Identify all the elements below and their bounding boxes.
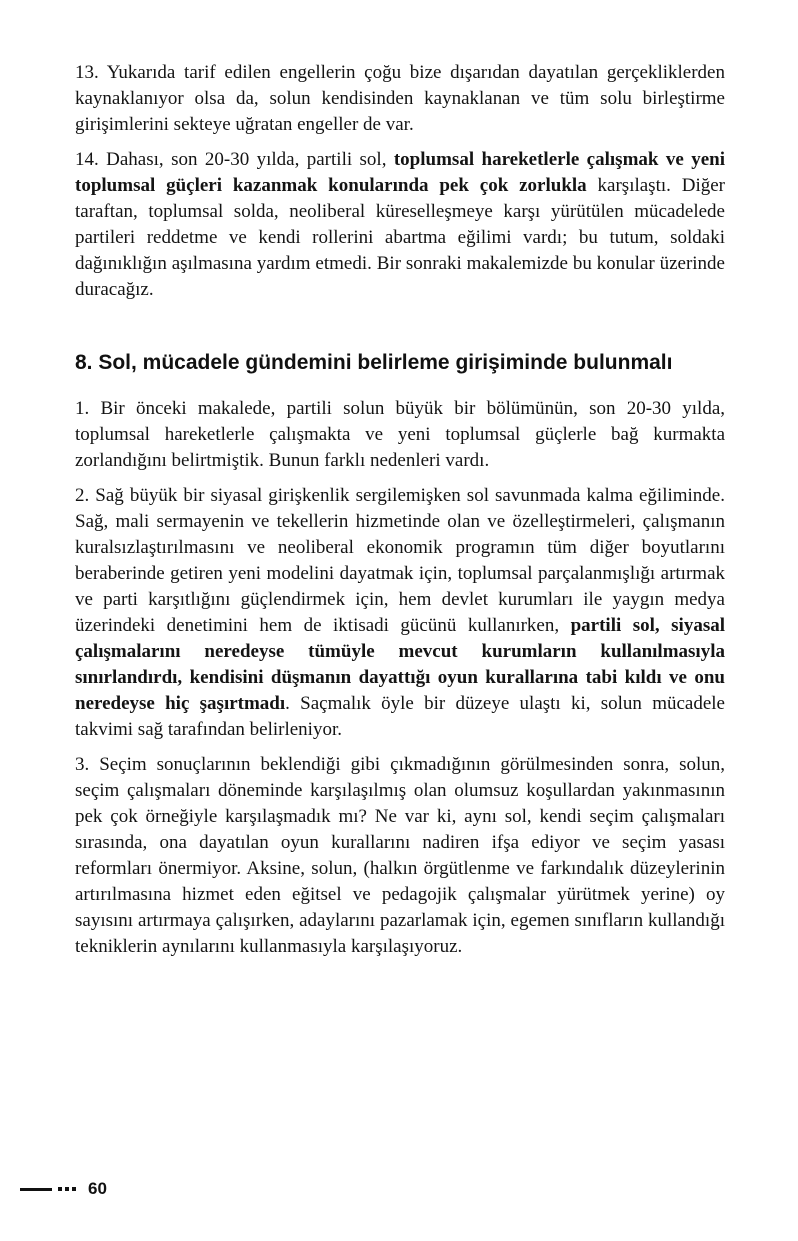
text-block — [75, 60, 725, 969]
top-paragraphs — [75, 60, 725, 303]
footer-dots-icon — [58, 1187, 76, 1191]
paragraph: 14. Dahası, son 20-30 yılda, partili sol, toplumsal hareketlerle çalışmak ve yeni toplumsal güçleri kazanmak konularında pek çok zorlukla karşılaştı. Diğer taraftan, toplumsal solda, neoliberal küreselleşmeye karşı yürütülen mücadelede partileri reddetme ve kendi rollerini abartma eğilimi vardı; bu tutum, soldaki dağınıklığın aşılmasına yardım etmedi. Bir sonraki makalemizde bu konular üzerinde duracağız. — [75, 149, 725, 300]
main-paragraphs — [75, 396, 725, 960]
paragraph: 13. Yukarıda tarif edilen engellerin çoğu bize dışarıdan dayatılan gerçekliklerden kaynaklanıyor olsa da, solun kendisinden kaynaklanan ve tüm solu birleştirme girişimlerini sekteye uğratan engeller de var. — [75, 62, 725, 135]
paragraph: 1. Bir önceki makalede, partili solun büyük bir bölümünün, son 20-30 yılda, toplumsal hareketlerle çalışmakta ve yeni toplumsal güçlerle bağ kurmakta zorlandığını belirtmiştik. Bunun farklı nedenleri vardı. — [75, 398, 725, 471]
page-number: 60 — [88, 1179, 107, 1198]
section-heading: 8. Sol, mücadele gündemini belirleme girişiminde bulunmalı — [75, 351, 673, 374]
page-footer — [20, 1179, 107, 1199]
paragraph: 3. Seçim sonuçlarının beklendiği gibi çıkmadığının görülmesinden sonra, solun, seçim çalışmaları döneminde karşılaşılmış olan olumsuz koşullardan yakınmasının pek çok örneğiyle karşılaşmadık mı? Ne var ki, aynı sol, kendi seçim çalışmaları sırasında, ona dayatılan oyun kurallarını nadiren ifşa ediyor ve seçim yasası reformları önermiyor. Aksine, solun, (halkın örgütlenme ve farkındalık düzeylerinin artırılmasına hizmet eden eğitsel ve pedagojik çalışmalar yürütmek yerine) oy sayısını artırmaya çalışırken, adaylarını pazarlamak için, egemen sınıfların kullandığı tekniklerin aynılarını kullanmasıyla karşılaşıyoruz. — [75, 754, 725, 957]
footer-rule-icon — [20, 1188, 52, 1191]
paragraph: 2. Sağ büyük bir siyasal girişkenlik sergilemişken sol savunmada kalma eğiliminde. Sağ, mali sermayenin ve tekellerin hizmetinde olan ve özelleştirmeleri, çalışmanın kuralsızlaştırılmasını ve neoliberal ekonomik programın tüm diğer boyutlarını beraberinde getiren yeni modelini dayatmak için, toplumsal parçalanmışlığı artırmak ve parti karşıtlığını güçlendirmek için, hem devlet kurumları ile yaygın medya üzerindeki denetimini hem de iktisadi gücünü kullanırken, partili sol, siyasal çalışmalarını neredeyse tümüyle mevcut kurumların kullanılmasıyla sınırlandırdı, kendisini düşmanın dayattığı oyun kurallarına tabi kıldı ve onu neredeyse hiç şaşırtmadı. Saçmalık öyle bir düzeye ulaştı ki, solun mücadele takvimi sağ tarafından belirleniyor. — [75, 485, 725, 740]
